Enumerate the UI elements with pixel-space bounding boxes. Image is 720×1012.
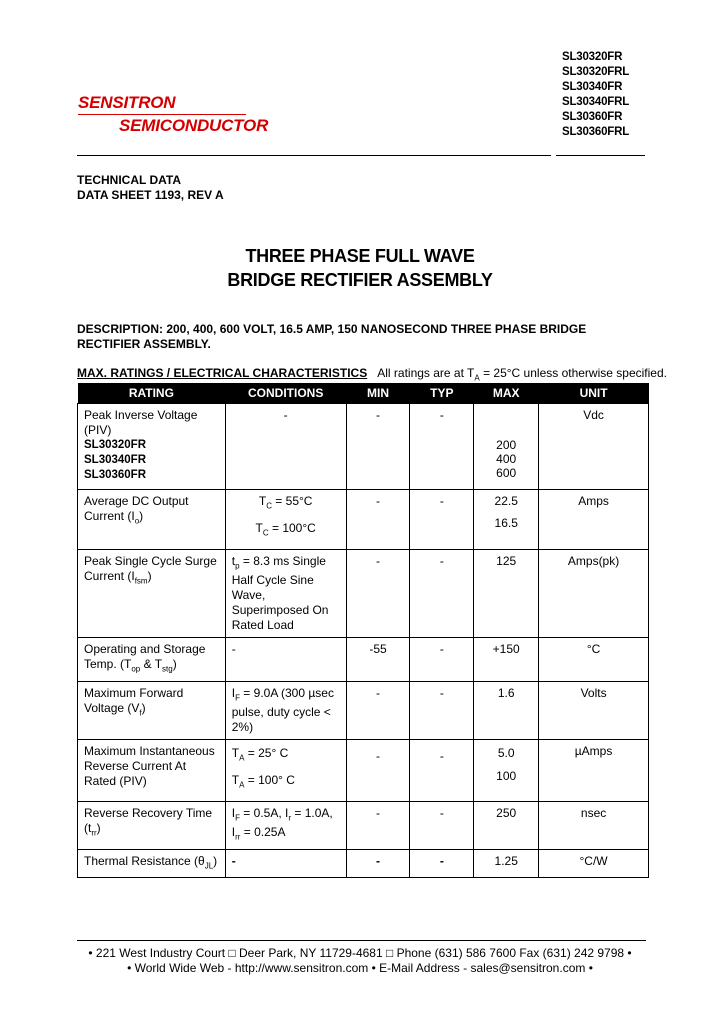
rating-cell: Thermal Resistance $(\theta_{JL})$ [78, 849, 226, 877]
unit-cell: °C/W [539, 849, 649, 877]
max-cell: 125 [474, 549, 539, 637]
col-header-min: MIN [346, 383, 410, 404]
part-number: SL30320FR [562, 51, 623, 63]
rating-cell: Peak Inverse Voltage (PIV) SL30320FR SL30340FR SL30360FR [78, 404, 226, 490]
part-number-list [562, 50, 629, 140]
part-number: SL30340FR [562, 81, 623, 93]
max-ratings-label: MAX. RATINGS / ELECTRICAL CHARACTERISTICS [77, 366, 368, 380]
footer-address: • 221 West Industry Court □ Deer Park, NY 11729-4681 □ Phone (631) 586 7600 Fax (631) 242 9798 • [88, 946, 632, 960]
typ-cell: - [410, 849, 474, 877]
rating-cell: Reverse Recovery Time $(t_{rr})$ [78, 801, 226, 849]
typ-cell: - [410, 490, 474, 550]
max-cell: 200 400 600 [474, 404, 539, 490]
conditions-cell: $t_p = 8.3$ ms Single Half Cycle Sine Wave, Superimposed On Rated Load [225, 549, 346, 637]
typ-cell: - [410, 638, 474, 681]
min-cell: - [346, 849, 410, 877]
col-header-rating: RATING [78, 383, 226, 404]
rating-cell: Peak Single Cycle Surge Current $(I_{fsm})$ [78, 549, 226, 637]
unit-cell: Volts [539, 681, 649, 739]
conditions-cell: $T_A = 25^\circ$ C $T_A = 100^\circ$ C [225, 739, 346, 801]
max-cell: 250 [474, 801, 539, 849]
table-row [78, 404, 649, 490]
typ-cell: - [410, 801, 474, 849]
col-header-max: MAX [474, 383, 539, 404]
max-cell: 5.0 100 [474, 739, 539, 801]
rating-cell: Maximum Instantaneous Reverse Current At Rated (PIV) [78, 739, 226, 801]
footer-rule [77, 940, 646, 941]
part-number: SL30340FRL [562, 96, 630, 108]
part-number: SL30360FR [562, 111, 623, 123]
unit-cell: Vdc [539, 404, 649, 490]
technical-data-block [77, 173, 224, 203]
company-name-line1: SENSITRON [78, 93, 176, 112]
conditions-cell: $I_F = 0.5A$, $I_r = 1.0A$, $I_{rr} = 0.25A$ [225, 801, 346, 849]
min-cell: - [346, 801, 410, 849]
table-header-row [78, 383, 649, 404]
data-sheet-label: DATA SHEET 1193, REV A [77, 188, 224, 202]
min-cell: - [346, 681, 410, 739]
unit-cell: µAmps [539, 739, 649, 801]
table-row [78, 490, 649, 550]
technical-data-label: TECHNICAL DATA [77, 173, 181, 187]
max-cell: +150 [474, 638, 539, 681]
min-cell: - [346, 404, 410, 490]
unit-cell: nsec [539, 801, 649, 849]
unit-cell: °C [539, 638, 649, 681]
typ-cell: - [410, 681, 474, 739]
header-rule-left [77, 155, 551, 156]
rating-cell: Maximum Forward Voltage $(V_f)$ [78, 681, 226, 739]
conditions-cell: - [225, 638, 346, 681]
max-cell: 22.5 16.5 [474, 490, 539, 550]
logo-underline [78, 114, 246, 115]
table-row [78, 801, 649, 849]
min-cell: -55 [346, 638, 410, 681]
table-row [78, 638, 649, 681]
part-number: SL30320FRL [562, 66, 630, 78]
rating-cell: Average DC Output Current $(I_o)$ [78, 490, 226, 550]
min-cell: - [346, 549, 410, 637]
footer-web-email: • World Wide Web - http://www.sensitron.com • E-Mail Address - sales@sensitron.com • [127, 961, 593, 975]
ratings-table [77, 383, 649, 878]
typ-cell: - [410, 739, 474, 801]
header-rule-right [556, 155, 645, 156]
max-cell: 1.6 [474, 681, 539, 739]
col-header-unit: UNIT [539, 383, 649, 404]
unit-cell: Amps [539, 490, 649, 550]
col-header-typ: TYP [410, 383, 474, 404]
part-number: SL30360FRL [562, 126, 630, 138]
description: DESCRIPTION: 200, 400, 600 VOLT, 16.5 AMP, 150 NANOSECOND THREE PHASE BRIDGE RECTIFIER ASSEMBLY. [77, 322, 587, 351]
table-row [78, 681, 649, 739]
max-cell: 1.25 [474, 849, 539, 877]
rating-cell: Operating and Storage Temp. ($T_{op}$ & $T_{stg}$) [78, 638, 226, 681]
conditions-cell: $I_F = 9.0A$ (300 µsec pulse, duty cycle < 2%) [225, 681, 346, 739]
conditions-cell: - [225, 849, 346, 877]
col-header-conditions: CONDITIONS [225, 383, 346, 404]
unit-cell: Amps(pk) [539, 549, 649, 637]
min-cell: - [346, 739, 410, 801]
page-title [0, 244, 720, 292]
conditions-cell: - [225, 404, 346, 490]
table-row [78, 549, 649, 637]
title-line2: BRIDGE RECTIFIER ASSEMBLY [227, 270, 493, 290]
table-row [78, 739, 649, 801]
typ-cell: - [410, 404, 474, 490]
conditions-cell: $T_C = 55^\circ C$ $T_C = 100^\circ C$ [225, 490, 346, 550]
typ-cell: - [410, 549, 474, 637]
min-cell: - [346, 490, 410, 550]
max-ratings-heading [77, 366, 667, 382]
title-line1: THREE PHASE FULL WAVE [245, 246, 475, 266]
ratings-note: All ratings are at $T_A = 25^\circ C$ unless otherwise specified. [377, 366, 667, 383]
table-row [78, 849, 649, 877]
company-name-line2: SEMICONDUCTOR [119, 116, 269, 135]
